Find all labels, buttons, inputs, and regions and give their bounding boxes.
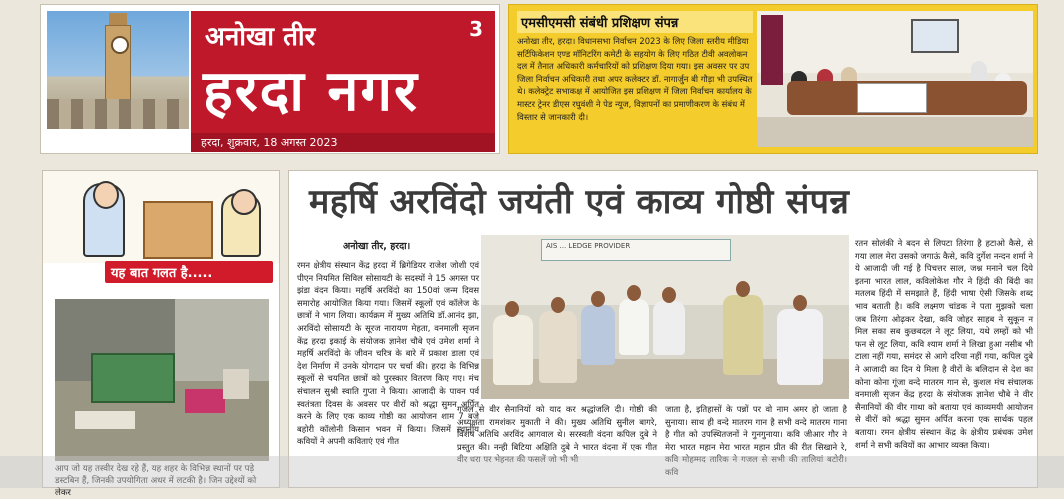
top-news-body: अनोखा तीर, हरदा। विधानसभा निर्वाचन 2023 के लिए जिला स्तरीय मीडिया सर्टिफिकेशन एण्ड मॉनिटरिंग कमेटी के सहयोग के लिए गठित टीवी अवलोकन दल में तैनात अधिकारी कर्मचारियों को प्रशिक्षण दिया गया। इस अवसर पर उप जिला निर्वाचन अधिकारी तथा अपर कलेक्टर डॉ. नागार्जुन बी गौड़ा भी उपस्थित थे। कलेक्ट्रेट सभाकक्ष में आयोजित इस प्रशिक्षण में जिला निर्वाचन कार्यालय के मास्टर ट्रेनर डीएस रघुवंशी ने पेड न्यूज, विज्ञापनों का प्रमाणीकरण के संबंध में विस्तार से जानकारी दी। <box>517 36 753 122</box>
top-news-headline: एमसीएमसी संबंधी प्रशिक्षण संपन्न <box>517 11 753 33</box>
article-column-b: गजल से वीर सैनानियों को याद कर श्रद्धांजलि दी। गोष्ठी की अध्यक्षता रामशंकर मुकाती ने की। मुख्य अतिथि सुनील बागरे, विशेष अतिथि अरविंद आगवाल थे। सरस्वती वंदना कपिल दुबे ने प्रस्तुत की। नन्ही बिटिया अक्षिति दुबे ने भारत वंदना में एक गीत वीर धरा पर भेहनत की फसलें जो भी भी <box>457 404 657 465</box>
clock-tower-photo <box>47 11 189 129</box>
issue-number: 3 <box>469 17 483 41</box>
masthead-subtitle: अनोखा तीर <box>205 22 316 52</box>
article-headline: महर्षि अरविंदो जयंती एवं काव्य गोष्ठी संपन्न <box>309 182 850 222</box>
article-column-d: रतन सोलंकी ने बदन से लिपटा तिरंगा है हटाओ कैसे, से गया लाल मेरा उसको जगाऊं कैसे, कवि दुर्गेश नन्दन शर्मा ने ये आजादी जी गई है पिचत्तर साल, जश्न मनाने चल दिये इतना भारत लाल, कविलोकेश गौर ने हिंदी की बिंदी का मतलब हिंदी में समझाते हैं, हिंदी भाषा ऐसी जिसके शब्द भाव बताती है। कवि लक्ष्मण चांडक ने पता मुझको चला जब तिरंगा ओढ़कर देखा, कवि जोहर साहब ने सुकून न मिल सका सब कुछबदल ने लूट लिया, यथे लम्हों को भी फन से लूट लिया, कवि श्याम शर्मा ने लिखा हुआ नसीब भी टाला नहीं गया, समंदर से आगे दरिया नहीं गया, कपिल दुबे ने आजादी का दिन ये मिला है वीरों के बलिदान से देश का कोना कोना गूंजा वन्दे मातरम गान से, कुशल मंच संचालक वनमाली सृजन केंद्र हरदा के संयोजक ज्ञानेश चौबे ने वीर सैनानियों की वीर गाथा को बताया एवं काव्यमयी आयोजन से वीरों को श्रद्धा सुमन अर्पित करना एक सार्थक पहल बताया। रमन क्षेत्रीय संस्थान केंद्र के क्षेत्रीय प्रबंधक उमेश शर्मा ने सभी कवियों का आभार व्यक्त किया। <box>855 238 1033 450</box>
dustbin-photo <box>55 299 269 461</box>
training-hall-photo <box>757 11 1033 147</box>
masthead-banner <box>191 11 495 149</box>
masthead <box>40 4 500 154</box>
article-column-a: रमन क्षेत्रीय संस्थान केंद्र हरदा में ब्रिगेडियर राजेश जोशी एवं पीएन नियमित सिविल सोसायटी के सदस्यों ने 15 अगस्त पर झंडा वंदन किया। महर्षि अरविंदो का 150वां जन्म दिवस समारोह आयोजित किया गया। जिसमें स्कूलों एवं कॉलेज के छात्रों ने भाग लिया। कार्यक्रम में मुख्य अतिथि डॉ.आनंद झा, अरविंदो सोसायटी के सूरज नारायण मेहता, वनमाली सृजन केंद्र हरदा इकाई के संयोजक ज्ञानेश चौबे एवं उमेश शर्मा ने महर्षि अरविंदो के जीवन चरित्र के बारे में प्रकाश डाला एवं देश निर्माण में उनके योगदान पर चर्चा की। हरदा के विभिन्न स्कूलों से चयनित छात्रों को पुरस्कार वितरण किए गए। मंच संचालन सुश्री स्वाति गुप्ता ने किया। आजादी के पावन पर्व स्वतंत्रता दिवस के अवसर पर वीरों को श्रद्धा सुमन अर्पित करने के लिए एक काव्य गोष्ठी का आयोजन शाम 7 बजे बहोरी कॉलोनी किसान भवन में किया। जिसमें स्थानीय कवियों ने अपनी कविताएं एवं गीत <box>297 260 479 447</box>
top-news-box <box>508 4 1038 154</box>
photo-caption: आप जो यह तस्वीर देख रहे हैं, यह शहर के विभिन्न स्थानों पर पड़े डस्टबिन हैं, जिनकी उपयोगिता अधर में लटकी है। जिन उद्देश्यों को लेकर <box>55 464 257 498</box>
cartoon-illustration <box>43 171 279 263</box>
photo-banner: AIS ... LEDGE PROVIDER <box>541 239 731 261</box>
masthead-title: हरदा नगर <box>203 58 419 124</box>
masthead-date: हरदा, शुक्रवार, 18 अगस्त 2023 <box>191 133 495 152</box>
article-column-c: जाता है, इतिहासों के पन्नों पर वो नाम अमर हो जाता है सुनाया। साथ ही वन्दे मातरम गान है सभी वन्दे मातरम गाना है गीत को उपस्थितजनों ने गुनगुनाया। कवि जीआर गौर ने मेरा भारत महान मेरा भारत महान प्रीत की रीत सिखाने रे, कवि मोहम्मद तारिक ने गजल से सभी की तालियां बटोरी। कवि <box>665 404 847 477</box>
main-article <box>288 170 1038 488</box>
bottom-overlay-bar <box>0 456 1064 488</box>
cartoon-column <box>42 170 280 498</box>
event-photo <box>481 235 849 399</box>
article-dateline: अनोखा तीर, हरदा। <box>343 241 411 252</box>
cartoon-tag: यह बात गलत है..... <box>105 261 273 283</box>
